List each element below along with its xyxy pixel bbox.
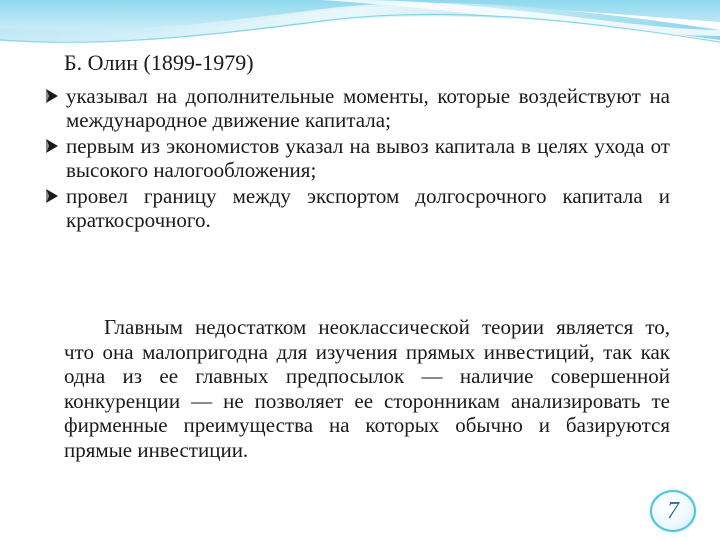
arrow-bullet-icon [44,188,60,204]
arrow-bullet-icon [44,88,60,104]
page-number-badge [650,490,696,532]
slide-title: Б. Олин (1899-1979) [64,50,254,75]
bullet-list [44,84,670,234]
bullet-text: указывал на дополнительные моменты, которые воздействуют на международное движение капитала; [66,84,670,132]
bullet-text: провел границу между экспортом долгосрочного капитала и краткосрочного. [66,184,670,232]
body-paragraph: Главным недостатком неоклассической теории является то, что она малопригодна для изучения прямых инвестиций, так как одна из ее главных предпосылок — наличие совершенной конкуренции — не позволяет ее сторонникам анализировать те фирменные преимущества на которых обычно и базируются прямые инвестиции. [64,315,670,462]
bullet-item [44,84,670,132]
bullet-text: первым из экономистов указал на вывоз капитала в целях ухода от высокого налогообложения; [66,134,670,182]
arrow-bullet-icon [44,138,60,154]
bullet-item [44,134,670,182]
bullet-item [44,184,670,232]
page-number: 7 [667,498,679,524]
